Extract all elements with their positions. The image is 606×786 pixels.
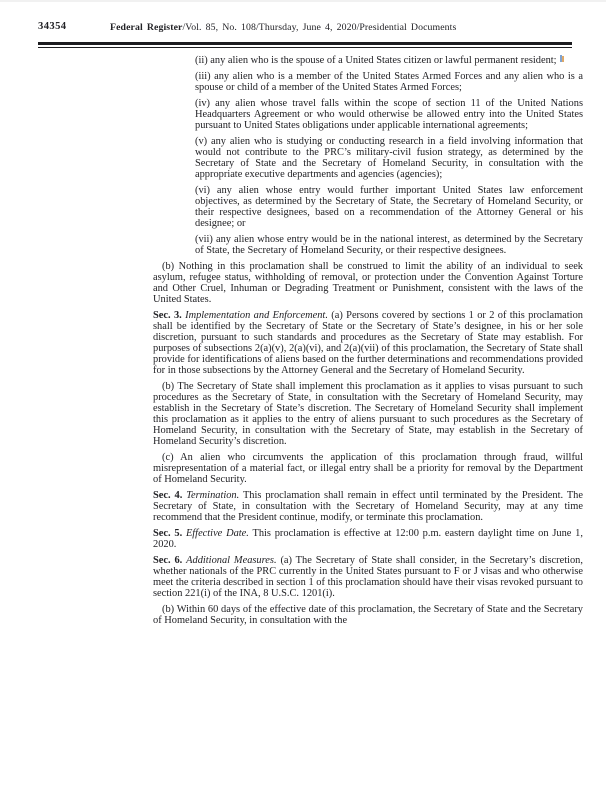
- section-3: [153, 310, 583, 376]
- journal-citation-rest: /Vol. 85, No. 108/Thursday, June 4, 2020/Presidential Documents: [182, 22, 457, 33]
- section-5-title: Effective Date.: [185, 528, 249, 539]
- paragraph-3b: (b) The Secretary of State shall implement this proclamation as it applies to visas pursuant to such procedures as the Secretary of State, in consultation with the Secretary of Homeland Security, may establish in the Secretary of State’s discretion. The Secretary of Homeland Security shall implement this proclamation as it applies to the entry of aliens pursuant to such procedures as the Secretary of Homeland Security, in consultation with the Secretary of State, may establish in the Secretary of Homeland Security’s discretion.: [153, 381, 583, 447]
- section-6-label: Sec. 6.: [153, 555, 183, 566]
- section-3-label: Sec. 3.: [153, 310, 182, 321]
- scan-artifact: [560, 55, 564, 62]
- section-3-text: (a) Persons covered by sections 1 or 2 of this proclamation shall be identified by the Secretary of State or the Secretary of State’s designee, in his or her sole discretion, pursuant to such standards and procedures as the Secretary of State may establish. For purposes of subsections 2(a)(v), 2(a)(vi), and 2(a)(vii) of this proclamation, the Secretary of State shall provide for identifications of aliens based on the further determinations and recommendations provided for in those subsections by the Attorney General and the Secretary of Homeland Security.: [153, 310, 583, 376]
- scan-artifact-orange: [562, 56, 564, 62]
- clause-iv: (iv) any alien whose travel falls within the scope of section 11 of the United Nations Headquarters Agreement or who would otherwise be allowed entry into the United States pursuant to United States obligations under applicable international agreements;: [195, 98, 583, 131]
- page-header: [38, 21, 578, 35]
- scan-edge-line: [0, 0, 606, 2]
- document-body: [153, 55, 583, 631]
- section-6-text: (a) The Secretary of State shall consider, in the Secretary’s discretion, whether nationals of the PRC currently in the United States pursuant to F or J visas and who otherwise meet the criteria described in section 1 of this proclamation should have their visas revoked pursuant to section 221(i) of the INA, 8 U.S.C. 1201(i).: [153, 555, 583, 599]
- page-number: 34354: [38, 21, 67, 32]
- rule-thin-line: [38, 47, 572, 48]
- section-5-label: Sec. 5.: [153, 528, 183, 539]
- clause-vii: (vii) any alien whose entry would be in the national interest, as determined by the Secretary of State, the Secretary of Homeland Security, or their respective designees.: [195, 234, 583, 256]
- section-4-text: This proclamation shall remain in effect until terminated by the President. The Secretary of State, in consultation with the Secretary of Homeland Security, may at any time recommend that the President continue, modify, or terminate this proclamation.: [153, 490, 583, 523]
- journal-citation-line: [110, 22, 456, 33]
- section-6: [153, 555, 583, 599]
- clause-ii: (ii) any alien who is the spouse of a United States citizen or lawful permanent resident;: [195, 55, 557, 66]
- section-6-title: Additional Measures.: [186, 555, 277, 566]
- clause-vi: (vi) any alien whose entry would further important United States law enforcement objectives, as determined by the Secretary of State, the Secretary of Homeland Security, or their respective designees, based on a recommendation of the Attorney General or his designee; or: [195, 185, 583, 229]
- clause-iii: (iii) any alien who is a member of the United States Armed Forces and any alien who is a spouse or child of a member of the United States Armed Forces;: [195, 71, 583, 93]
- paragraph-3c: (c) An alien who circumvents the application of this proclamation through fraud, willful misrepresentation of a material fact, or illegal entry shall be a priority for removal by the Department of Homeland Security.: [153, 452, 583, 485]
- section-5-text: This proclamation is effective at 12:00 p.m. eastern daylight time on June 1, 2020.: [153, 528, 583, 550]
- section-5: [153, 528, 583, 550]
- rule-thick-line: [38, 42, 572, 45]
- clause-v: (v) any alien who is studying or conducting research in a field involving information that would not contribute to the PRC’s military-civil fusion strategy, as determined by the Secretary of State and the Secretary of Homeland Security, in consultation with the appropriate executive departments and agencies (agencies);: [195, 136, 583, 180]
- paragraph-6b: (b) Within 60 days of the effective date of this proclamation, the Secretary of State and the Secretary of Homeland Security, in consultation with the: [153, 604, 583, 626]
- section-3-title: Implementation and Enforcement.: [185, 310, 328, 321]
- paragraph-2b: (b) Nothing in this proclamation shall be construed to limit the ability of an individual to seek asylum, refugee status, withholding of removal, or protection under the Convention Against Torture and Other Cruel, Inhuman or Degrading Treatment or Punishment, consistent with the laws of the United States.: [153, 261, 583, 305]
- header-double-rule: [38, 42, 572, 48]
- section-4-title: Termination.: [186, 490, 240, 501]
- section-4: [153, 490, 583, 523]
- journal-title: Federal Register: [110, 22, 183, 33]
- section-4-label: Sec. 4.: [153, 490, 183, 501]
